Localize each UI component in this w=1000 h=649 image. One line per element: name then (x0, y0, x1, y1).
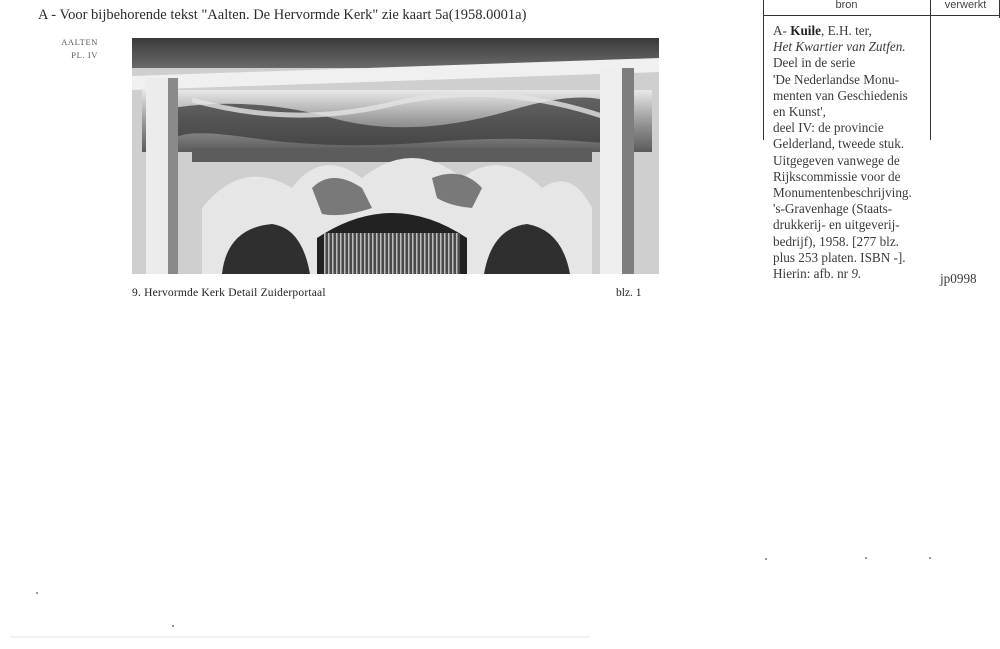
page-reference: blz. 1 (616, 287, 642, 299)
source-line: menten van Geschiedenis (773, 87, 908, 103)
table-border-left (763, 0, 764, 140)
figure-ref-prefix: Hierin: afb. nr (773, 266, 849, 282)
source-line: Rijkscommissie voor de (773, 168, 901, 184)
column-header-processed: verwerkt (944, 0, 987, 11)
photo-caption: 9. Hervormde Kerk Detail Zuiderportaal (132, 287, 326, 299)
plate-label-number: PL. IV (71, 50, 98, 60)
source-reference (773, 23, 933, 282)
source-line: plus 253 platen. ISBN -]. (773, 249, 906, 265)
source-line: 'De Nederlandse Monu- (773, 71, 900, 87)
source-line: 's-Gravenhage (Staats- (773, 201, 893, 217)
book-title: Het Kwartier van Zutfen. (773, 39, 906, 55)
author-rest: , E.H. ter, (821, 23, 872, 38)
plate-label (50, 36, 98, 62)
column-header-source: bron (835, 0, 858, 11)
author-surname: Kuile (790, 23, 821, 38)
record-id: jp0998 (940, 271, 977, 286)
plate-label-place: AALTEN (61, 37, 98, 47)
portal-photo (132, 38, 659, 274)
source-line: en Kunst', (773, 104, 826, 120)
scan-speck (929, 557, 931, 559)
scan-speck (765, 558, 767, 560)
figure-reference (773, 266, 933, 282)
figure-ref-number: 9. (851, 266, 862, 282)
scan-speck (172, 625, 174, 627)
portal-photo-image (132, 38, 659, 274)
source-line: deel IV: de provincie (773, 120, 884, 136)
source-line: Deel in de serie (773, 55, 856, 71)
source-line: bedrijf), 1958. [277 blz. (773, 233, 899, 249)
source-author-line (773, 23, 933, 39)
scan-edge-shadow (10, 636, 590, 639)
source-line: Uitgegeven vanwege de (773, 152, 900, 168)
source-prefix: A- (773, 23, 787, 38)
source-line: drukkerij- en uitgeverij- (773, 217, 900, 233)
page-header: A - Voor bijbehorende tekst "Aalten. De Hervormde Kerk" zie kaart 5a(1958.0001a) (38, 7, 527, 23)
scan-speck (36, 592, 38, 594)
source-line: Gelderland, tweede stuk. (773, 136, 905, 152)
table-header-divider (763, 15, 1000, 16)
source-line: Monumentenbeschrijving. (773, 185, 912, 201)
scan-speck (865, 557, 867, 559)
